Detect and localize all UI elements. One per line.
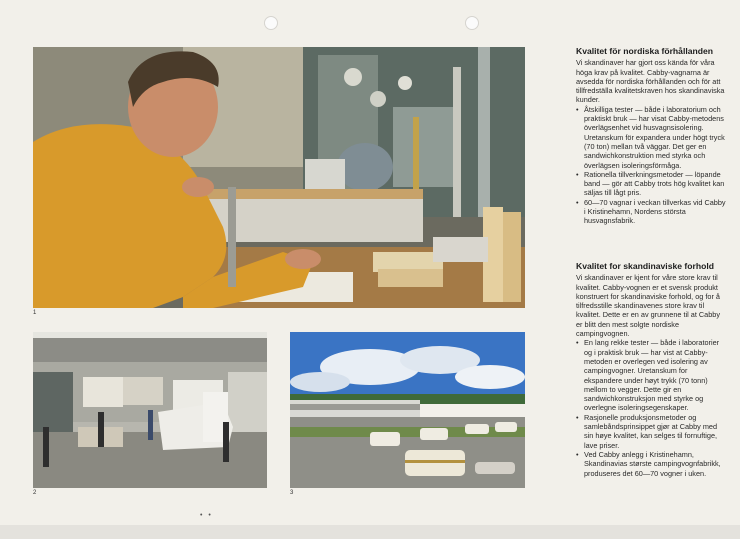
list-item: • En lang rekke tester — både i laboratorier og i praktisk bruk — har vist at Cabby-metoden er overlegen ved isolering av campingvogner. Uretanskum for ekspandere under høyt trykk (70 tonn) mellom to vegger. Dette gir en sandwichkonstruksjon med styrke og overlegne isoleringsegenskaper. xyxy=(576,338,726,412)
footer-mark: • • xyxy=(200,512,213,519)
swedish-intro: Vi skandinaver har gjort oss kända för våra höga krav på kvalitet. Cabby-vagnarna är avsedda för nordiska förhållanden och för att tillfredställa kvalitetskraven hos skandinaviska kunder. xyxy=(576,58,725,105)
list-item: • Rasjonelle produksjonsmetoder og samlebåndsprinsippet gjør at Cabby med sin høye kvalitet, kan selges til fornuftige, lave priser. xyxy=(576,413,726,450)
list-item: • Ved Cabby anlegg i Kristinehamn, Skandinavias største campingvognfabrikk, produseres det 60—70 vogner i uken. xyxy=(576,450,726,478)
photo-number-1: 1 xyxy=(33,310,37,316)
swedish-bullets xyxy=(576,105,726,226)
photo-factory-floor xyxy=(33,332,267,488)
list-item: • Rationella tillverkningsmetoder — löpande band — gör att Cabby trots hög kvalitet kan säljas till lågt pris. xyxy=(576,170,726,198)
norwegian-section xyxy=(576,262,726,478)
swedish-heading: Kvalitet för nordiska förhållanden xyxy=(576,46,714,56)
list-item: • 60—70 vagnar i veckan tillverkas vid Cabby i Kristinehamn, Nordens största husvagnsfabrik. xyxy=(576,198,726,226)
binder-hole-left xyxy=(264,16,278,30)
binder-hole-right xyxy=(465,16,479,30)
norwegian-bullets xyxy=(576,338,726,477)
norwegian-heading: Kvalitet for skandinaviske forhold xyxy=(576,261,715,271)
norwegian-intro: Vi skandinaver er kjent for våre store krav til kvalitet. Cabby-vognen er et svensk produkt konstruert for skandinaviske forhold, og for å tilfredsstille skandinavenes store krav til kvalitet. Dette er en av grunnene til at Cabby er blitt den mest solgte nordiske campingvognen. xyxy=(576,273,720,339)
photo-worker-laboratory xyxy=(33,47,525,308)
swedish-section xyxy=(576,47,726,226)
photo-number-2: 2 xyxy=(33,490,37,496)
list-item: • Åtskilliga tester — både i laboratorium och praktiskt bruk — har visat Cabby-metodens överlägsenhet vid husvagnsisolering. Uretanskum för expandera under högt tryck (70 ton) mellan två väggar. Det ger en sandwichkonstruktion med styrka och överlägsen isoleringsförmåga. xyxy=(576,105,726,170)
photo-number-3: 3 xyxy=(290,490,294,496)
page-bottom-edge xyxy=(0,525,740,539)
photo-caravan-yard xyxy=(290,332,525,488)
